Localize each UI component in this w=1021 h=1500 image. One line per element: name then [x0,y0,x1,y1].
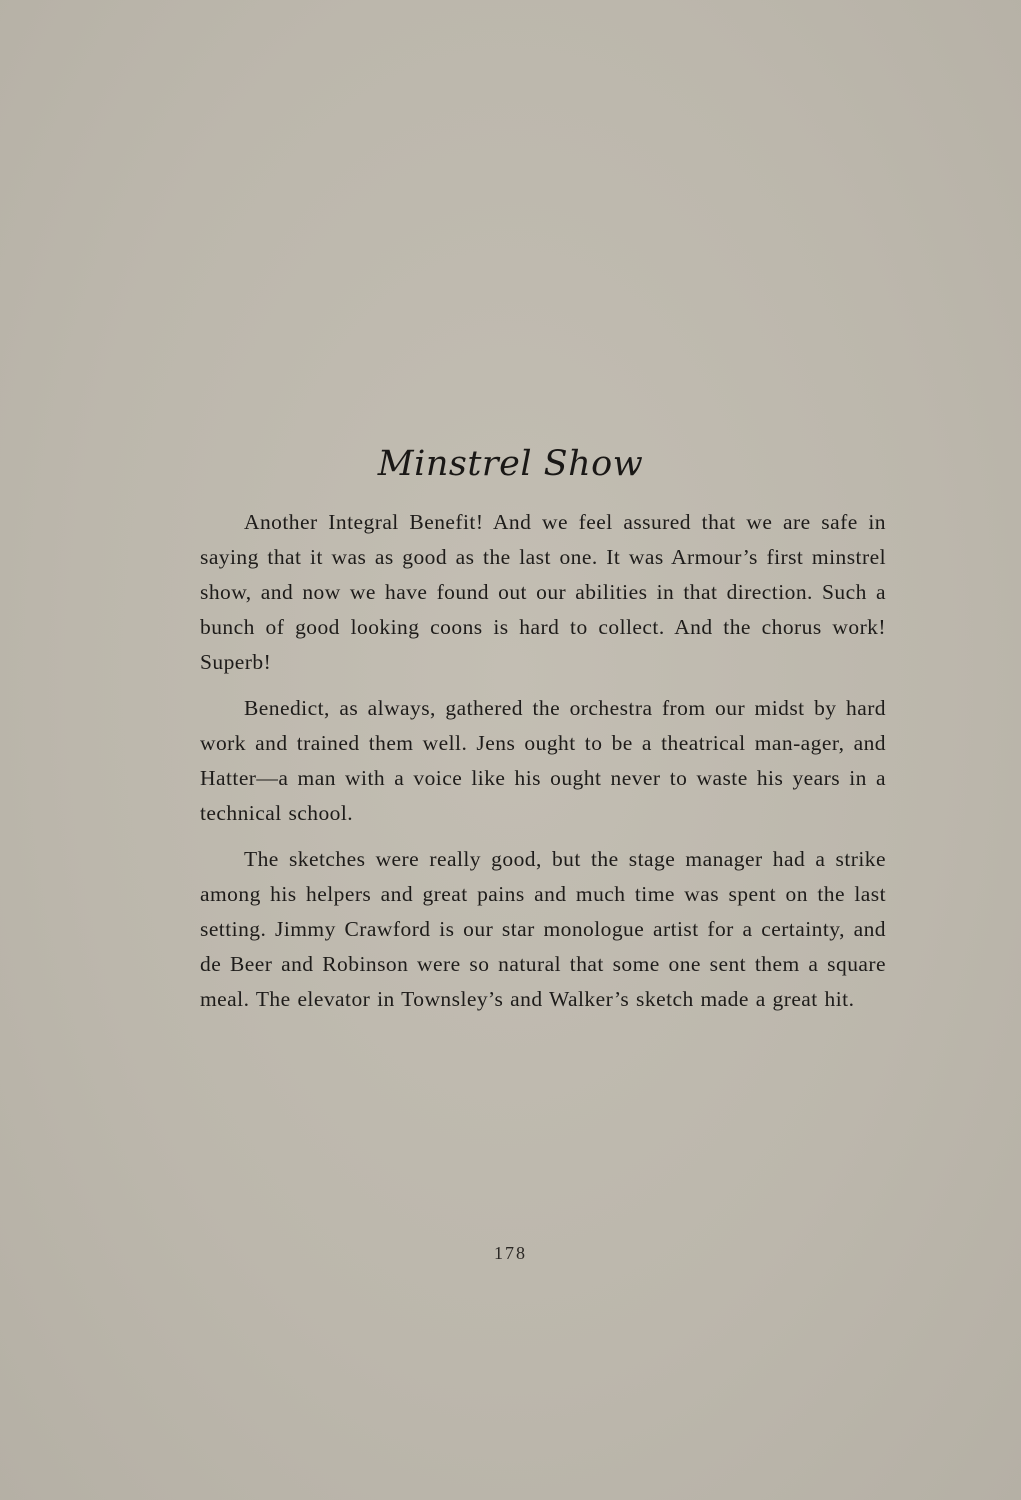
page-title: Minstrel Show [377,444,644,484]
page-number: 178 [494,1243,527,1263]
paragraph-3: The sketches were really good, but the stage manager had a strike among his helpers and great pains and much time was spent on the last setting. Jimmy Crawford is our star monologue artist for a certainty, and de Beer and Robinson were so natural that some one sent them a square meal. The elevator in Townsley’s and Walker’s sketch made a great hit. [200,847,886,1011]
paragraph-2: Benedict, as always, gathered the orchestra from our midst by hard work and trained them well. Jens ought to be a theatrical man-ager, and Hatter—a man with a voice like his ought never to waste his years in a technical school. [200,696,886,825]
paragraph-1: Another Integral Benefit! And we feel assured that we are safe in saying that it was as good as the last one. It was Armour’s first minstrel show, and now we have found out our abilities in that direction. Such a bunch of good looking coons is hard to collect. And the chorus work! Superb! [200,510,886,674]
body-text [200,505,886,1028]
